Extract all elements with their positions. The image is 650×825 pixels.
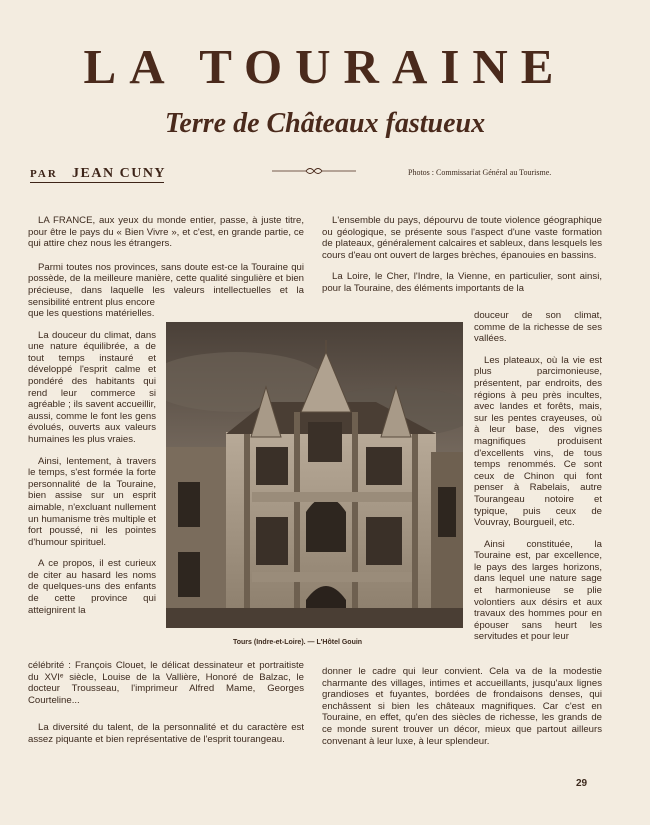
- photo-credit: Photos : Commissariat Général au Tourisme.: [408, 168, 552, 177]
- right-column-narrow: [474, 310, 602, 643]
- page-subtitle: Terre de Châteaux fastueux: [164, 108, 486, 139]
- paragraph: douceur de son climat, comme de la richesse de ses vallées.: [474, 310, 602, 345]
- divider-ornament-icon: [272, 163, 356, 179]
- byline-underline: [30, 182, 164, 183]
- byline-author: JEAN CUNY: [72, 166, 167, 181]
- paragraph: L'ensemble du pays, dépourvu de toute violence géographique ou géologique, se présente sous l'aspect d'une vaste formation de plateaux, généralement calcaires et sableux, dans lesquels les cours d'eau ont ouvert de larges brèches, épanouies en bassins.: [322, 215, 602, 261]
- paragraph: Ainsi constituée, la Touraine est, par excellence, le pays des larges horizons, dans lequel une nature sage et harmonieuse se plie volontiers aux désirs et aux travaux des hommes pour en épouser sans heurt les servitudes et pour leur: [474, 538, 602, 643]
- right-column-bottom: [322, 666, 602, 747]
- page-number: 29: [576, 778, 588, 789]
- byline: [30, 165, 166, 182]
- right-column-top: [322, 215, 602, 295]
- paragraph: célébrité : François Clouet, le délicat dessinateur et portraitiste du XVIᵉ siècle, Louise de la Vallière, Honoré de Balzac, le docteur Trousseau, l'imprimeur Alfred Mame, Georges Courteline...: [28, 660, 304, 706]
- photo-caption: Tours (Indre-et-Loire). — L'Hôtel Gouin: [233, 639, 363, 646]
- paragraph: donner le cadre qui leur convient. Cela va de la modestie charmante des villages, intimes et accueillants, jusqu'aux lignes grandioses et fuyantes, bordées de frondaisons denses, qui enchâssent si bien les châteaux magnifiques. Car c'est en Touraine, en effet, qu'en des siècles de richesse, les grands de ce monde surent trouver un décor, mieux que partout ailleurs convenant à leur luxe, à leur splendeur.: [322, 666, 602, 747]
- left-column-top: [28, 215, 304, 308]
- paragraph: que les questions matérielles.: [28, 308, 155, 319]
- paragraph: Parmi toutes nos provinces, sans doute est-ce la Touraine qui possède, de la meilleure manière, cette qualité singulière et bien précieuse, dans laquelle les valeurs intellectuelles et la sensibilité entrent plus encore: [28, 261, 304, 308]
- left-column-narrow: [28, 308, 156, 616]
- paragraph: Les plateaux, où la vie est plus parcimonieuse, présentent, par endroits, des régions à peu près incultes, avec landes et forêts, mais, sur les pentes crayeuses, où à leur base, des vignes magnifiques produisent d'excellents vins, de tous temps renommés. Ce sont ceux de Chinon qui font penser à Rabelais, autre Tourangeau notoire et typique, puis ceux de Vouvray, Bourgueil, etc.: [474, 354, 602, 529]
- paragraph: La diversité du talent, de la personnalité et du caractère est assez piquante et bien représentative de l'esprit tourangeau.: [28, 722, 304, 745]
- paragraph: A ce propos, il est curieux de citer au hasard les noms de quelques-uns des enfants de cette province qui atteignirent la: [28, 558, 156, 616]
- paragraph: La Loire, le Cher, l'Indre, la Vienne, en particulier, sont ainsi, pour la Touraine, des éléments importants de la: [322, 271, 602, 294]
- hotel-gouin-photo: [166, 322, 463, 628]
- paragraph: LA FRANCE, aux yeux du monde entier, passe, à juste titre, pour être le pays du « Bien Vivre », et c'est, en grande partie, ce qui attire chez nous les étrangers.: [28, 215, 304, 250]
- page-title: LA TOURAINE: [83, 39, 567, 94]
- paragraph: Ainsi, lentement, à travers le temps, s'est formée la forte personnalité de la Touraine, bien assise sur un esprit aimable, n'excluant nullement un humanisme très multiple et fort poussé, ni les pointes d'humour spirituel.: [28, 455, 156, 548]
- byline-prefix: PAR: [30, 168, 58, 180]
- left-column-bottom: [28, 660, 304, 746]
- paragraph: La douceur du climat, dans une nature équilibrée, a de tout temps instauré et développé l'esprit calme et pondéré des habitants qui rend leur commerce si agréable ; ils savent accueillir, aussi, comme le font les gens évolués, ouverts aux valeurs humaines les plus vraies.: [28, 329, 156, 445]
